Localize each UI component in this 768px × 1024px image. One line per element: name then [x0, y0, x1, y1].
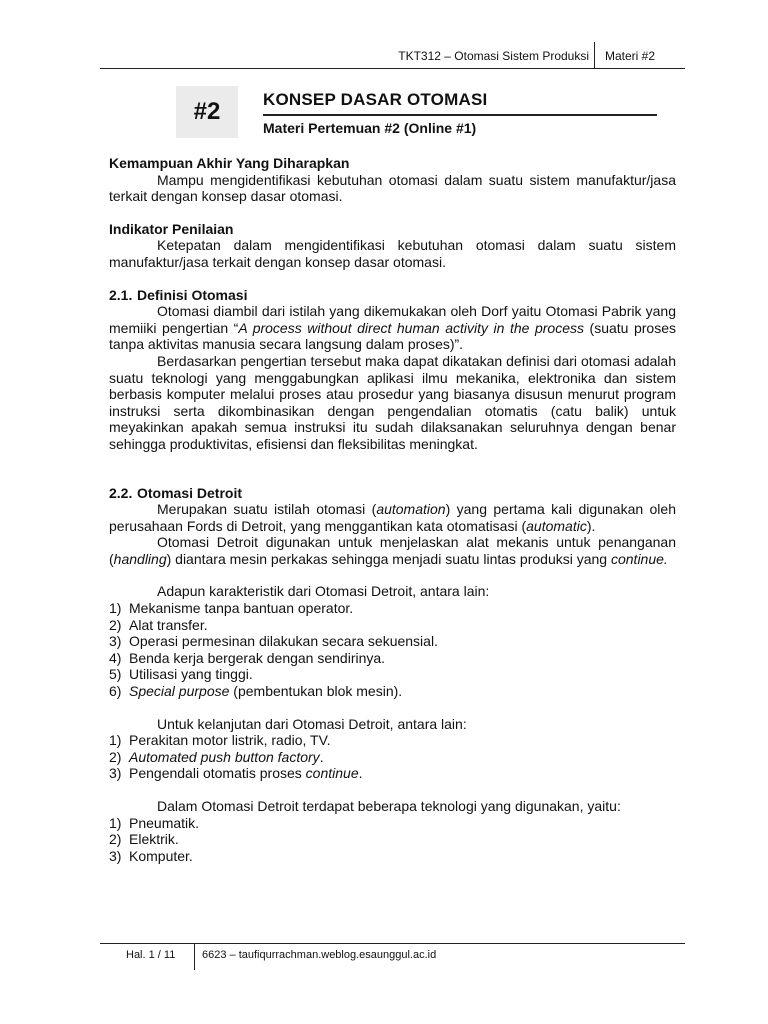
list-item: 2) Elektrik. — [109, 831, 179, 848]
list-item: 3) Komputer. — [109, 847, 193, 864]
section-2-2-paragraph-2: Otomasi Detroit digunakan untuk menjelaskan alat mekanis untuk penanganan (handling) diantara mesin perkakas sehingga menjadi suatu lintas produksi yang continue. — [109, 534, 676, 567]
list-item: 4) Benda kerja bergerak dengan sendirinya. — [109, 649, 386, 666]
list-1-intro: Adapun karakteristik dari Otomasi Detroit, antara lain: — [157, 583, 490, 600]
list-item: 1) Perakitan motor listrik, radio, TV. — [109, 732, 331, 749]
list-item: 2) Alat transfer. — [109, 616, 208, 633]
section-2-1-paragraph-1: Otomasi diambil dari istilah yang dikemukakan oleh Dorf yaitu Otomasi Pabrik yang memiiki pengertian “A process without direct human activity in the process (suatu proses tanpa aktivitas manusia secara langsung dalam proses)”. — [109, 303, 676, 353]
section-2-1-heading: 2.1. Definisi Otomasi — [109, 286, 248, 303]
list-item: 2) Automated push button factory. — [109, 748, 324, 765]
footer-divider — [194, 944, 195, 970]
list-item: 5) Utilisasi yang tinggi. — [109, 666, 253, 683]
list-item: 3) Pengendali otomatis proses continue. — [109, 765, 363, 782]
header-divider — [594, 42, 595, 68]
footer-site: 6623 – taufiqurrachman.weblog.esaunggul.ac.id — [202, 949, 437, 961]
list-2-intro: Untuk kelanjutan dari Otomasi Detroit, antara lain: — [157, 715, 467, 732]
document-body — [109, 155, 676, 864]
kemampuan-text: Mampu mengidentifikasi kebutuhan otomasi dalam suatu sistem manufaktur/jasa terkait dengan konsep dasar otomasi. — [109, 171, 676, 205]
page-footer — [100, 943, 685, 961]
list-item: 6) Special purpose (pembentukan blok mesin). — [109, 683, 403, 700]
title-rule — [263, 114, 657, 116]
page-number: Hal. 1 / 11 — [126, 949, 176, 961]
section-2-2-paragraph-1: Merupakan suatu istilah otomasi (automation) yang pertama kali digunakan oleh perusahaan Fords di Detroit, yang menggantikan kata otomatisasi (automatic). — [109, 501, 676, 534]
course-title: TKT312 – Otomasi Sistem Produksi — [398, 49, 589, 63]
list-item: 3) Operasi permesinan dilakukan secara sekuensial. — [109, 633, 438, 650]
section-2-1-paragraph-2: Berdasarkan pengertian tersebut maka dapat dikatakan definisi dari otomasi adalah suatu teknologi yang menggabungkan aplikasi ilmu mekanika, elektronika dan sistem berbasis komputer melalui proses atau prosedur yang biasanya disusun menurut program instruksi serta dikombinasikan dengan pengendalian otomatis (catu balik) untuk meyakinkan apakah semua instruksi itu sudah dilaksanakan seluruhnya dengan benar sehingga produktivitas, efisiensi dan fleksibilitas meningkat. — [109, 352, 676, 452]
list-3-intro: Dalam Otomasi Detroit terdapat beberapa teknologi yang digunakan, yaitu: — [157, 798, 621, 814]
chapter-badge: #2 — [176, 86, 238, 138]
indikator-text: Ketepatan dalam mengidentifikasi kebutuhan otomasi dalam suatu sistem manufaktur/jasa terkait dengan konsep dasar otomasi. — [109, 237, 676, 270]
page-title: KONSEP DASAR OTOMASI — [263, 90, 488, 109]
page-header — [100, 46, 685, 69]
indikator-heading: Indikator Penilaian — [109, 220, 234, 237]
section-2-2-heading: 2.2. Otomasi Detroit — [109, 484, 243, 501]
list-item: 1) Mekanisme tanpa bantuan operator. — [109, 600, 354, 617]
list-item: 1) Pneumatik. — [109, 814, 200, 831]
materi-label: Materi #2 — [604, 49, 655, 63]
kemampuan-heading: Kemampuan Akhir Yang Diharapkan — [109, 155, 350, 171]
page-subtitle: Materi Pertemuan #2 (Online #1) — [263, 120, 477, 136]
